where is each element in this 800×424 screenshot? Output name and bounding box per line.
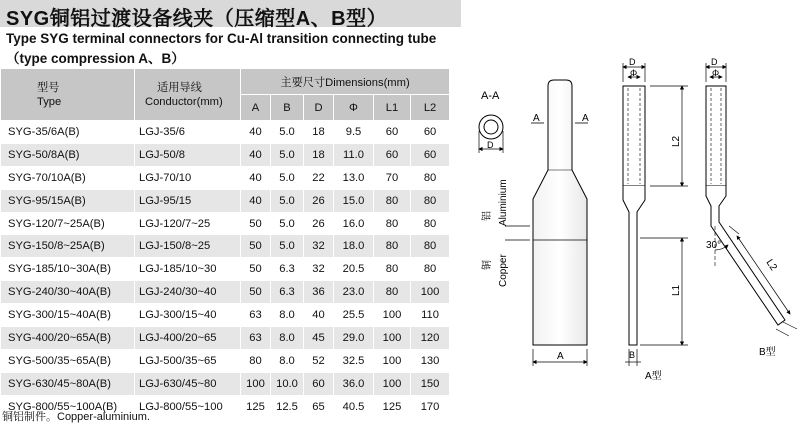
dimension-cell: 36: [304, 281, 334, 304]
table-row: [1, 327, 450, 350]
dimension-cell: 80: [411, 212, 450, 235]
type-cell: SYG-400/20~65A(B): [1, 327, 135, 350]
dimension-cell: 125: [241, 395, 271, 418]
dimension-cell: 26: [304, 189, 334, 212]
dimension-cell: 32: [304, 235, 334, 258]
type-cell: SYG-800/55~100A(B): [1, 395, 135, 418]
type-a-label: A型: [645, 371, 662, 382]
dimension-cell: 63: [241, 327, 271, 350]
conductor-cell: LGJ-185/10~30: [135, 258, 241, 281]
conductor-cell: LGJ-50/8: [135, 143, 241, 166]
type-cell: SYG-240/30~40A(B): [1, 281, 135, 304]
dimension-cell: 18: [304, 121, 334, 144]
table-row: [1, 258, 450, 281]
header-dim-phi: Φ: [334, 95, 374, 121]
section-inner-circle: [484, 120, 498, 134]
dimension-cell: 80: [411, 189, 450, 212]
header-dim-b: B: [271, 95, 304, 121]
copper-label-cn: 铜: [482, 260, 493, 270]
dimension-cell: 40: [241, 143, 271, 166]
dimension-cell: 63: [241, 304, 271, 327]
dimension-cell: 5.0: [271, 166, 304, 189]
table-row: [1, 235, 450, 258]
dimension-cell: 50: [241, 212, 271, 235]
dimension-cell: 80: [374, 235, 411, 258]
dimension-cell: 60: [411, 121, 450, 144]
dimension-cell: 8.0: [271, 327, 304, 350]
typeb-tube-upper: [706, 86, 726, 186]
dimension-cell: 80: [411, 166, 450, 189]
dimension-cell: 40: [241, 189, 271, 212]
dimension-cell: 10.0: [271, 372, 304, 395]
type-cell: SYG-630/45~80A(B): [1, 372, 135, 395]
dimension-cell: 29.0: [334, 327, 374, 350]
type-cell: SYG-185/10~30A(B): [1, 258, 135, 281]
type-cell: SYG-300/15~40A(B): [1, 304, 135, 327]
conductor-cell: LGJ-70/10: [135, 166, 241, 189]
dimension-cell: 130: [411, 349, 450, 372]
table-row: [1, 281, 450, 304]
type-cell: SYG-70/10A(B): [1, 166, 135, 189]
dimension-cell: 13.0: [334, 166, 374, 189]
connector-body-main: [533, 80, 587, 345]
section-view: [479, 90, 503, 153]
aluminium-label-en: Aluminium: [498, 179, 509, 226]
conductor-cell: LGJ-240/30~40: [135, 281, 241, 304]
typeb-bent-tube: [706, 186, 785, 325]
dimension-cell: 50: [241, 281, 271, 304]
conductor-cell: LGJ-500/35~65: [135, 349, 241, 372]
dimension-cell: 8.0: [271, 304, 304, 327]
section-mark-a-right: A: [582, 113, 589, 124]
side-dim-b: B: [629, 350, 636, 360]
dimension-cell: 80: [374, 212, 411, 235]
table-row: [1, 372, 450, 395]
dimension-cell: 65: [304, 395, 334, 418]
subtitle-english: Type SYG terminal connectors for Cu-Al transition connecting tube: [6, 31, 437, 46]
dimension-cell: 16.0: [334, 212, 374, 235]
type-cell: SYG-150/8~25A(B): [1, 235, 135, 258]
dimension-cell: 100: [374, 349, 411, 372]
side-dim-l1: L1: [671, 284, 682, 296]
type-cell: SYG-35/6A(B): [1, 121, 135, 144]
typeb-dim-phi: Φ: [712, 68, 720, 78]
dimension-cell: 22: [304, 166, 334, 189]
header-dimensions: 主要尺寸Dimensions(mm): [241, 69, 450, 95]
typeb-dim-l2: L2: [763, 257, 779, 273]
section-dim-d: D: [487, 140, 494, 150]
dimension-cell: 8.0: [271, 349, 304, 372]
side-tube-upper: [623, 86, 645, 186]
header-dim-l2: L2: [411, 95, 450, 121]
header-conductor: [135, 69, 241, 121]
header-conductor-cn: 适用导线: [157, 81, 202, 94]
table-row: [1, 212, 450, 235]
dimension-cell: 80: [411, 258, 450, 281]
dimension-cell: 25.5: [334, 304, 374, 327]
title-bar: [0, 0, 461, 30]
header-type-en: Type: [37, 95, 62, 108]
dimension-cell: 100: [374, 327, 411, 350]
header-type-cn: 型号: [37, 81, 60, 94]
typeb-dim-d: D: [711, 57, 718, 67]
dimension-cell: 23.0: [334, 281, 374, 304]
main-dim-a: A: [557, 351, 564, 362]
dimension-cell: 100: [411, 281, 450, 304]
dimension-cell: 5.0: [271, 212, 304, 235]
table-row: [1, 143, 450, 166]
side-view-type-a: [623, 57, 688, 382]
side-dim-l2: L2: [671, 135, 682, 147]
conductor-cell: LGJ-120/7~25: [135, 212, 241, 235]
dimension-cell: 12.5: [271, 395, 304, 418]
bend-angle: 30°: [706, 240, 722, 251]
dimension-cell: 20.5: [334, 258, 374, 281]
dimension-cell: 6.3: [271, 258, 304, 281]
dimension-cell: 80: [411, 235, 450, 258]
dimension-cell: 18: [304, 143, 334, 166]
conductor-cell: LGJ-630/45~80: [135, 372, 241, 395]
dimension-cell: 26: [304, 212, 334, 235]
dimension-cell: 5.0: [271, 189, 304, 212]
conductor-cell: LGJ-95/15: [135, 189, 241, 212]
header-dim-d: D: [304, 95, 334, 121]
dimension-cell: 100: [374, 304, 411, 327]
table-row: [1, 121, 450, 144]
dimension-cell: 50: [241, 258, 271, 281]
dimension-cell: 60: [374, 121, 411, 144]
conductor-cell: LGJ-800/55~100: [135, 395, 241, 418]
dimension-cell: 70: [374, 166, 411, 189]
dimension-cell: 80: [241, 349, 271, 372]
dimension-cell: 60: [374, 143, 411, 166]
type-cell: SYG-120/7~25A(B): [1, 212, 135, 235]
header-dim-a: A: [241, 95, 271, 121]
page-title: SYG铜铝过渡设备线夹（压缩型A、B型）: [6, 8, 388, 30]
header-conductor-en: Conductor(mm): [145, 95, 223, 108]
dimension-cell: 40: [241, 121, 271, 144]
dimension-cell: 60: [304, 372, 334, 395]
dimension-cell: 32: [304, 258, 334, 281]
dimension-cell: 40: [304, 304, 334, 327]
dimension-cell: 45: [304, 327, 334, 350]
header-dim-l1: L1: [374, 95, 411, 121]
dimension-cell: 5.0: [271, 121, 304, 144]
dimension-cell: 18.0: [334, 235, 374, 258]
dimension-cell: 40: [241, 166, 271, 189]
type-cell: SYG-50/8A(B): [1, 143, 135, 166]
table-row: [1, 189, 450, 212]
dimension-cell: 15.0: [334, 189, 374, 212]
dimension-cell: 120: [411, 327, 450, 350]
material-note: 铜铝制件。Copper-aluminium.: [2, 411, 150, 423]
conductor-cell: LGJ-300/15~40: [135, 304, 241, 327]
technical-drawing: [461, 27, 800, 424]
dimension-cell: 125: [374, 395, 411, 418]
header-type: [1, 69, 135, 121]
dimension-cell: 60: [411, 143, 450, 166]
dimension-cell: 11.0: [334, 143, 374, 166]
section-label: A-A: [481, 90, 500, 102]
dimension-cell: 80: [374, 281, 411, 304]
dimension-cell: 36.0: [334, 372, 374, 395]
type-b-view: [706, 57, 797, 358]
dimension-cell: 6.3: [271, 281, 304, 304]
conductor-cell: LGJ-400/20~65: [135, 327, 241, 350]
table-row: [1, 166, 450, 189]
dimension-cell: 9.5: [334, 121, 374, 144]
section-mark-a-left: A: [533, 113, 540, 124]
dimension-cell: 50: [241, 235, 271, 258]
spec-table-body: [1, 121, 450, 419]
side-tube-lower: [623, 186, 645, 345]
type-b-label: B型: [759, 347, 776, 358]
dimension-cell: 80: [374, 189, 411, 212]
side-dim-phi: Φ: [630, 68, 638, 78]
dimension-cell: 5.0: [271, 235, 304, 258]
dimension-cell: 100: [374, 372, 411, 395]
dimension-cell: 80: [374, 258, 411, 281]
aluminium-label-cn: 铝: [482, 211, 493, 221]
dimension-cell: 100: [241, 372, 271, 395]
dimension-cell: 5.0: [271, 143, 304, 166]
type-cell: SYG-95/15A(B): [1, 189, 135, 212]
spec-table: [0, 68, 450, 419]
side-dim-d: D: [629, 57, 636, 67]
dimension-cell: 150: [411, 372, 450, 395]
table-row: [1, 304, 450, 327]
conductor-cell: LGJ-35/6: [135, 121, 241, 144]
dimension-cell: 170: [411, 395, 450, 418]
conductor-cell: LGJ-150/8~25: [135, 235, 241, 258]
dimension-cell: 32.5: [334, 349, 374, 372]
dimension-cell: 40.5: [334, 395, 374, 418]
dimension-cell: 110: [411, 304, 450, 327]
table-row: [1, 349, 450, 372]
dimension-cell: 52: [304, 349, 334, 372]
type-cell: SYG-500/35~65A(B): [1, 349, 135, 372]
material-labels: [480, 179, 530, 287]
subtitle-types: （type compression A、B）: [6, 51, 185, 66]
copper-label-en: Copper: [498, 254, 509, 287]
main-view: [531, 80, 589, 366]
